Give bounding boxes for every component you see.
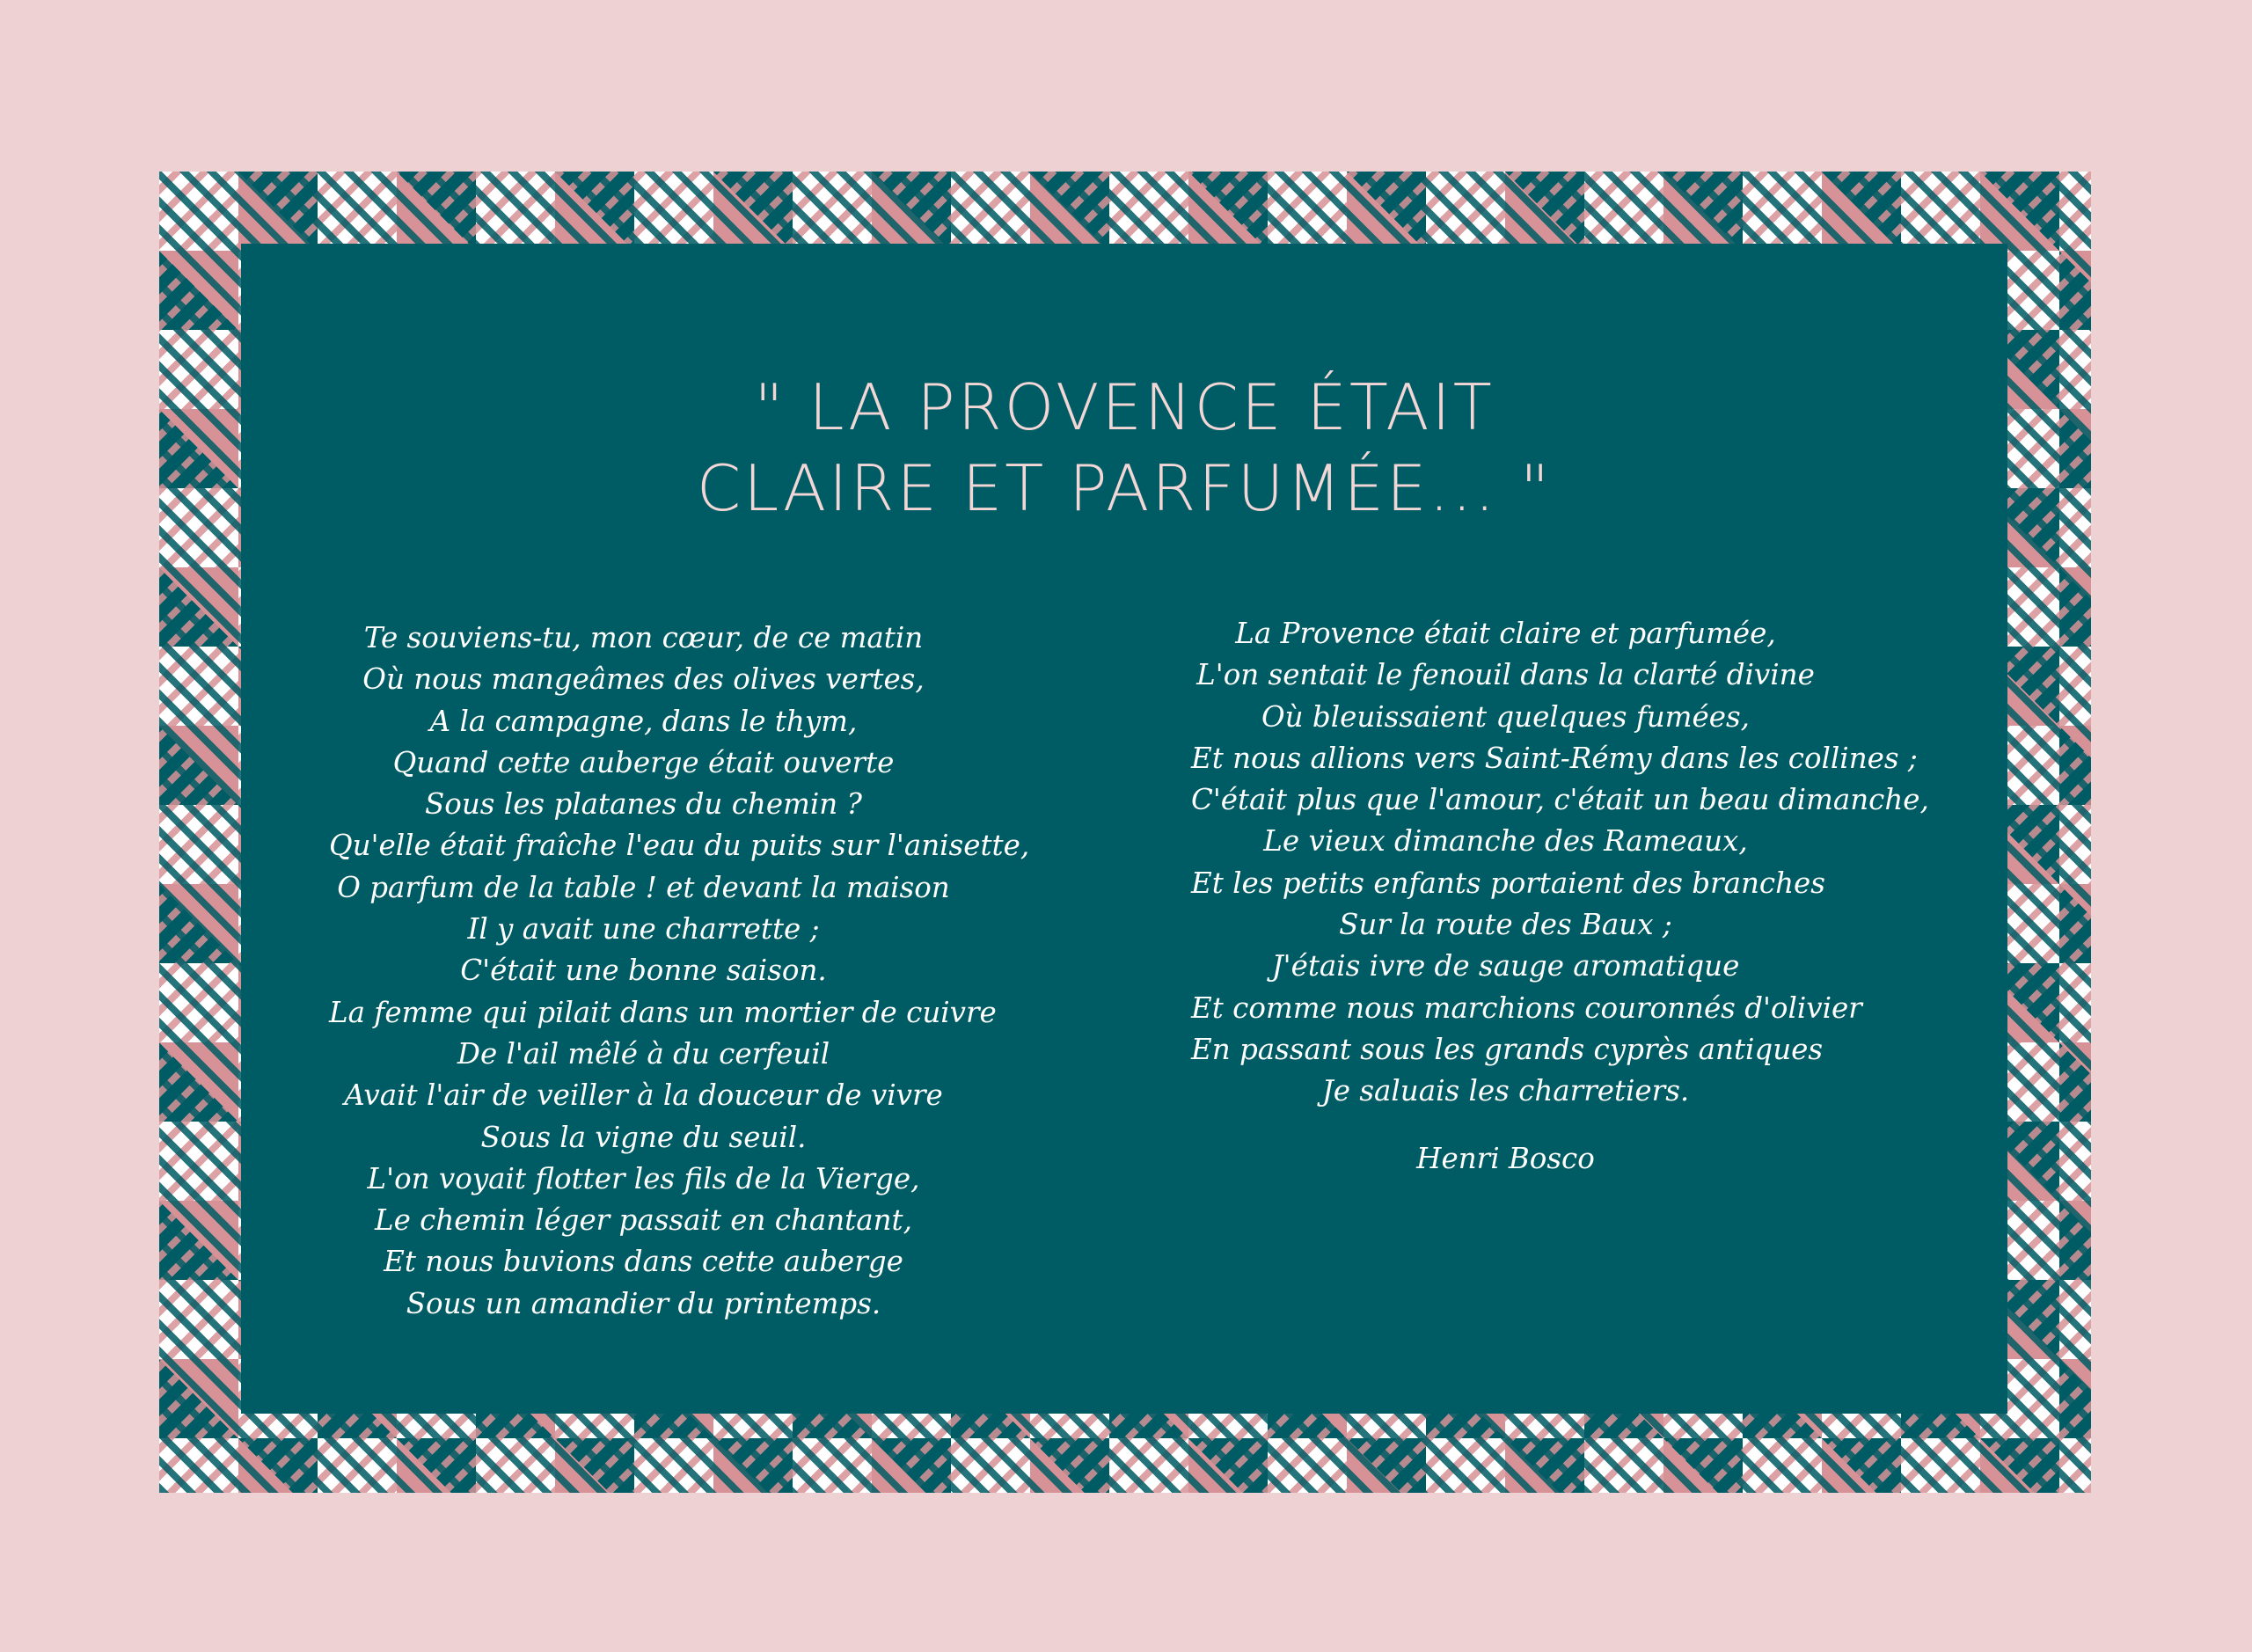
poem-line: O parfum de la table ! et devant la maison bbox=[337, 870, 950, 904]
poem-line: Et nous allions vers Saint-Rémy dans les collines ; bbox=[1191, 741, 1918, 775]
title-line-1: " LA PROVENCE ÉTAIT bbox=[754, 370, 1495, 444]
poem-line: C'était plus que l'amour, c'était un beau dimanche, bbox=[1191, 783, 1929, 817]
poem-line: Sur la route des Baux ; bbox=[1339, 908, 1672, 942]
title-line-2: CLAIRE ET PARFUMÉE... " bbox=[696, 451, 1553, 525]
poem-line: Sous les platanes du chemin ? bbox=[425, 787, 862, 822]
poem-line: L'on voyait flotter les fils de la Vierge, bbox=[367, 1161, 920, 1195]
poem-right-column bbox=[1191, 613, 1929, 1113]
poem-line: De l'ail mêlé à du cerfeuil bbox=[457, 1036, 830, 1071]
poem-author: Henri Bosco bbox=[1416, 1142, 1595, 1175]
poem-line: La Provence était claire et parfumée, bbox=[1235, 617, 1776, 650]
poem-line: Je saluais les charretiers. bbox=[1321, 1074, 1690, 1108]
poem-line: C'était une bonne saison. bbox=[460, 954, 827, 988]
poem-title bbox=[241, 367, 2007, 529]
poem-line: J'étais ivre de sauge aromatique bbox=[1271, 949, 1740, 983]
poem-line: Et comme nous marchions couronnés d'olivier bbox=[1191, 990, 1862, 1025]
poem-left-column bbox=[329, 618, 1030, 1325]
poem-line: Avait l'air de veiller à la douceur de vivre bbox=[344, 1078, 943, 1113]
poem-line: Le chemin léger passait en chantant, bbox=[375, 1203, 912, 1238]
poem-line: Sous un amandier du printemps. bbox=[406, 1286, 881, 1320]
poem-line: La femme qui pilait dans un mortier de cuivre bbox=[329, 995, 997, 1029]
poem-line: En passant sous les grands cyprès antiques bbox=[1191, 1032, 1824, 1066]
poem-line: L'on sentait le fenouil dans la clarté divine bbox=[1196, 658, 1815, 692]
poem-line: Qu'elle était fraîche l'eau du puits sur l'anisette, bbox=[329, 829, 1030, 863]
poem-panel bbox=[241, 244, 2007, 1414]
poem-line: Et nous buvions dans cette auberge bbox=[384, 1245, 903, 1279]
poem-line: Sous la vigne du seuil. bbox=[480, 1120, 807, 1154]
poem-line: A la campagne, dans le thym, bbox=[429, 704, 858, 738]
gingham-border-frame bbox=[159, 172, 2091, 1493]
poem-line: Le vieux dimanche des Rameaux, bbox=[1263, 824, 1748, 859]
poem-line: Où nous mangeâmes des olives vertes, bbox=[362, 662, 925, 697]
poem-line: Il y avait une charrette ; bbox=[467, 912, 820, 947]
poem-line: Quand cette auberge était ouverte bbox=[392, 745, 895, 779]
poem-line: Où bleuissaient quelques fumées, bbox=[1261, 699, 1750, 734]
poem-line: Te souviens-tu, mon cœur, de ce matin bbox=[363, 621, 924, 654]
poem-line: Et les petits enfants portaient des branches bbox=[1191, 866, 1825, 900]
